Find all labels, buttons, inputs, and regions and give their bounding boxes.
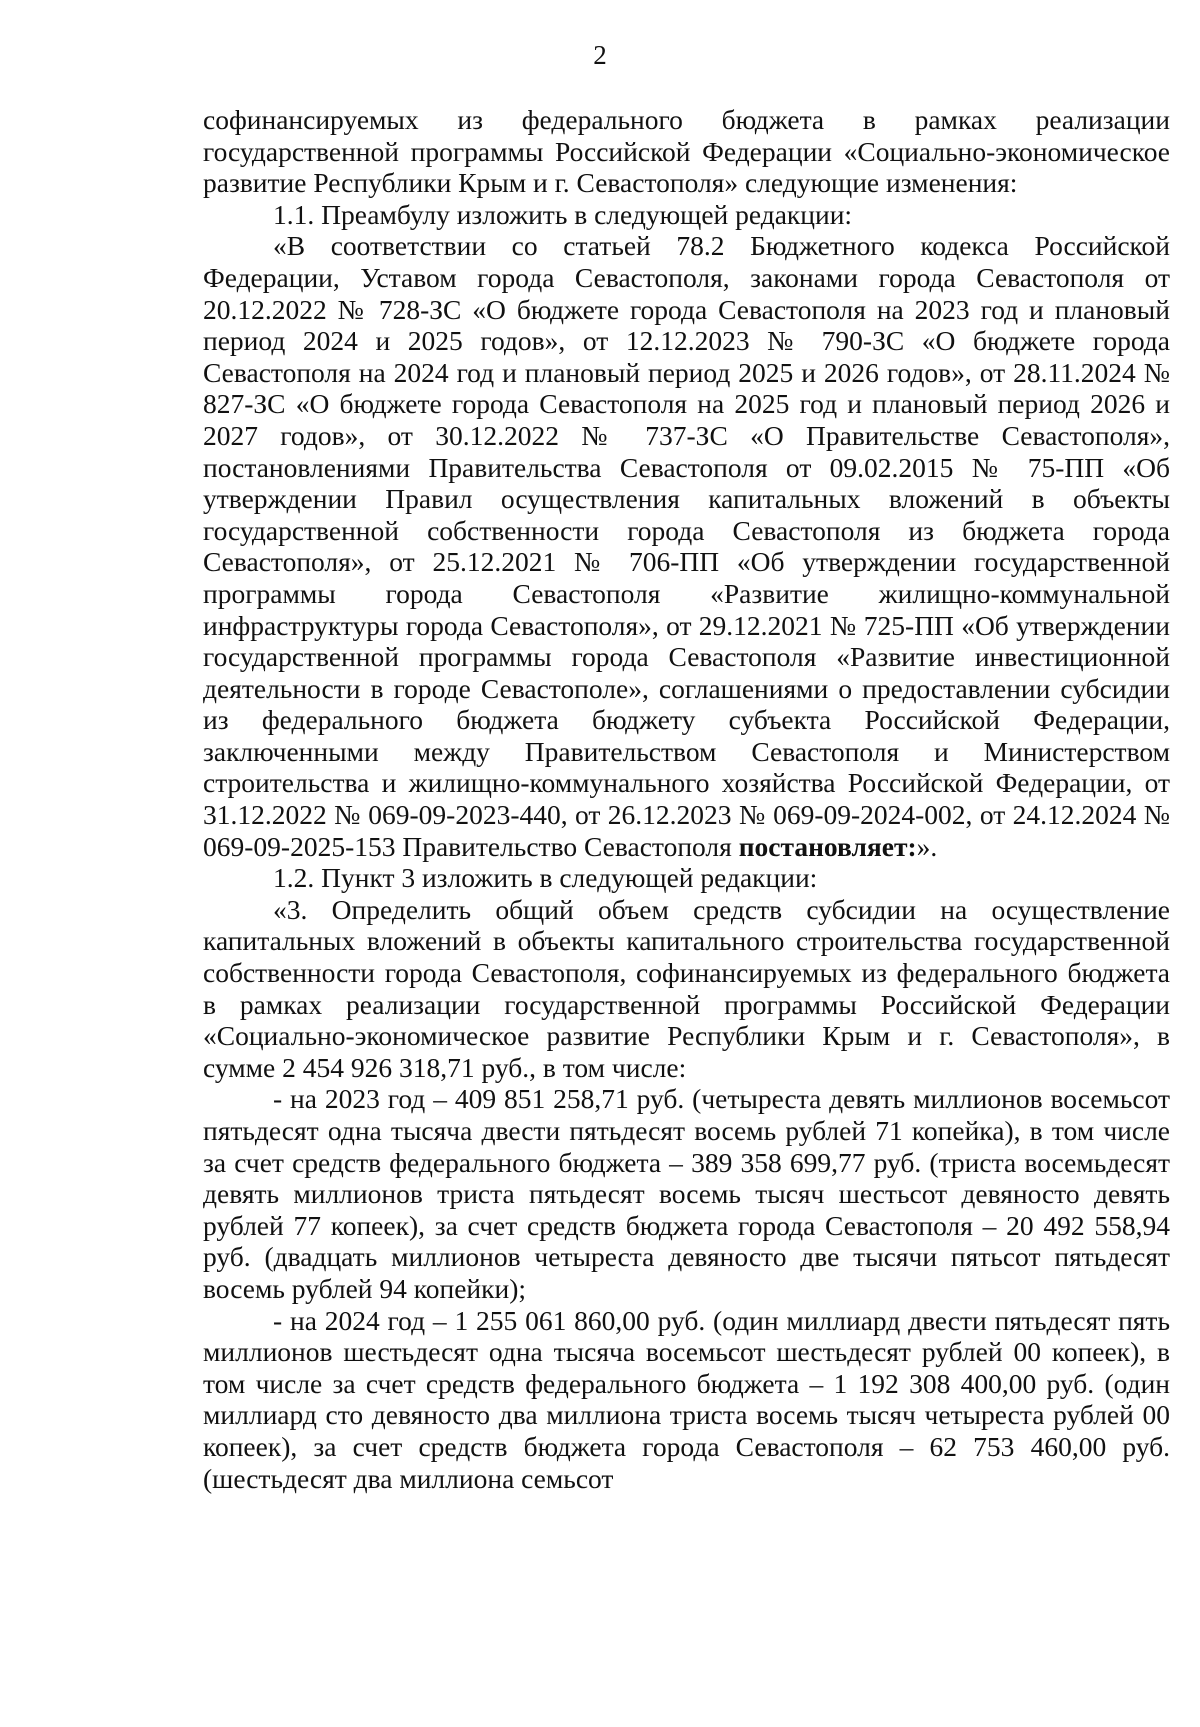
paragraph-year-2023: - на 2023 год – 409 851 258,71 руб. (четыреста девять миллионов восемьсот пятьдесят одна тысяча двести пятьдесят восемь рублей 71 копейка), в том числе за счет средств федерального бюджета – 389 358 699,77 руб. (триста восемьдесят девять миллионов триста пятьдесят восемь тысяч шестьсот девяносто девять рублей 77 копеек), за счет средств бюджета города Севастополя – 20 492 558,94 руб. (двадцать миллионов четыреста девяносто две тысячи пятьсот пятьдесят восемь рублей 94 копейки); xyxy=(203,1083,1170,1304)
preamble-body: «В соответствии со статьей 78.2 Бюджетного кодекса Российской Федерации, Уставом города Севастополя, законами города Севастополя от 20.12.2022 № 728-ЗС «О бюджете города Севастополя на 2023 год и плановый период 2024 и 2025 годов», от 12.12.2023 № 790-ЗС «О бюджете города Севастополя на 2024 год и плановый период 2025 и 2026 годов», от 28.11.2024 № 827-ЗС «О бюджете города Севастополя на 2025 год и плановый период 2026 и 2027 годов», от 30.12.2022 № 737-ЗС «О Правительстве Севастополя», постановлениями Правительства Севастополя от 09.02.2015 № 75-ПП «Об утверждении Правил осуществления капитальных вложений в объекты государственной собственности города Севастополя из бюджета города Севастополя», от 25.12.2021 № 706-ПП «Об утверждении государственной программы города Севастополя «Развитие жилищно-коммунальной инфраструктуры города Севастополя», от 29.12.2021 № 725-ПП «Об утверждении государственной программы города Севастополя «Развитие инвестиционной деятельности в городе Севастополе», соглашениями о предоставлении субсидии из федерального бюджета бюджету субъекта Российской Федерации, заключенными между Правительством Севастополя и Министерством строительства и жилищно-коммунального хозяйства Российской Федерации, от 31.12.2022 № 069-09-2023-440, от 26.12.2023 № 069-09-2024-002, от 24.12.2024 № 069-09-2025-153 Правительство Севастополя xyxy=(203,230,1170,862)
page-number: 2 xyxy=(593,40,607,70)
paragraph-point-3-text: «3. Определить общий объем средств субсидии на осуществление капитальных вложений в объекты капитального строительства государственной собственности города Севастополя, софинансируемых из федерального бюджета в рамках реализации государственной программы Российской Федерации «Социально-экономическое развитие Республики Крым и г. Севастополя», в сумме 2 454 926 318,71 руб., в том числе: xyxy=(203,893,1170,1083)
preamble-bold-decree: постановляет: xyxy=(738,830,917,862)
paragraph-year-2024: - на 2024 год – 1 255 061 860,00 руб. (один миллиард двести пятьдесят пять миллионов шестьдесят одна тысяча восемьсот шестьдесят рублей 00 копеек), в том числе за счет средств федерального бюджета – 1 192 308 400,00 руб. (один миллиард сто девяносто два миллиона триста восемь тысяч четыреста рублей 00 копеек), за счет средств бюджета города Севастополя – 62 753 460,00 руб. (шестьдесят два миллиона семьсот xyxy=(203,1304,1170,1494)
paragraph-1-2-heading: 1.2. Пункт 3 изложить в следующей редакции: xyxy=(273,862,818,894)
paragraph-preamble-text xyxy=(203,230,1170,862)
paragraph-intro-continuation: софинансируемых из федерального бюджета в рамках реализации государственной программы Российской Федерации «Социально-экономическое развитие Республики Крым и г. Севастополя» следующие изменения: xyxy=(203,104,1170,199)
document-body xyxy=(203,104,1170,1494)
preamble-tail: ». xyxy=(916,830,938,862)
paragraph-1-1-heading: 1.1. Преамбулу изложить в следующей редакции: xyxy=(273,198,853,230)
